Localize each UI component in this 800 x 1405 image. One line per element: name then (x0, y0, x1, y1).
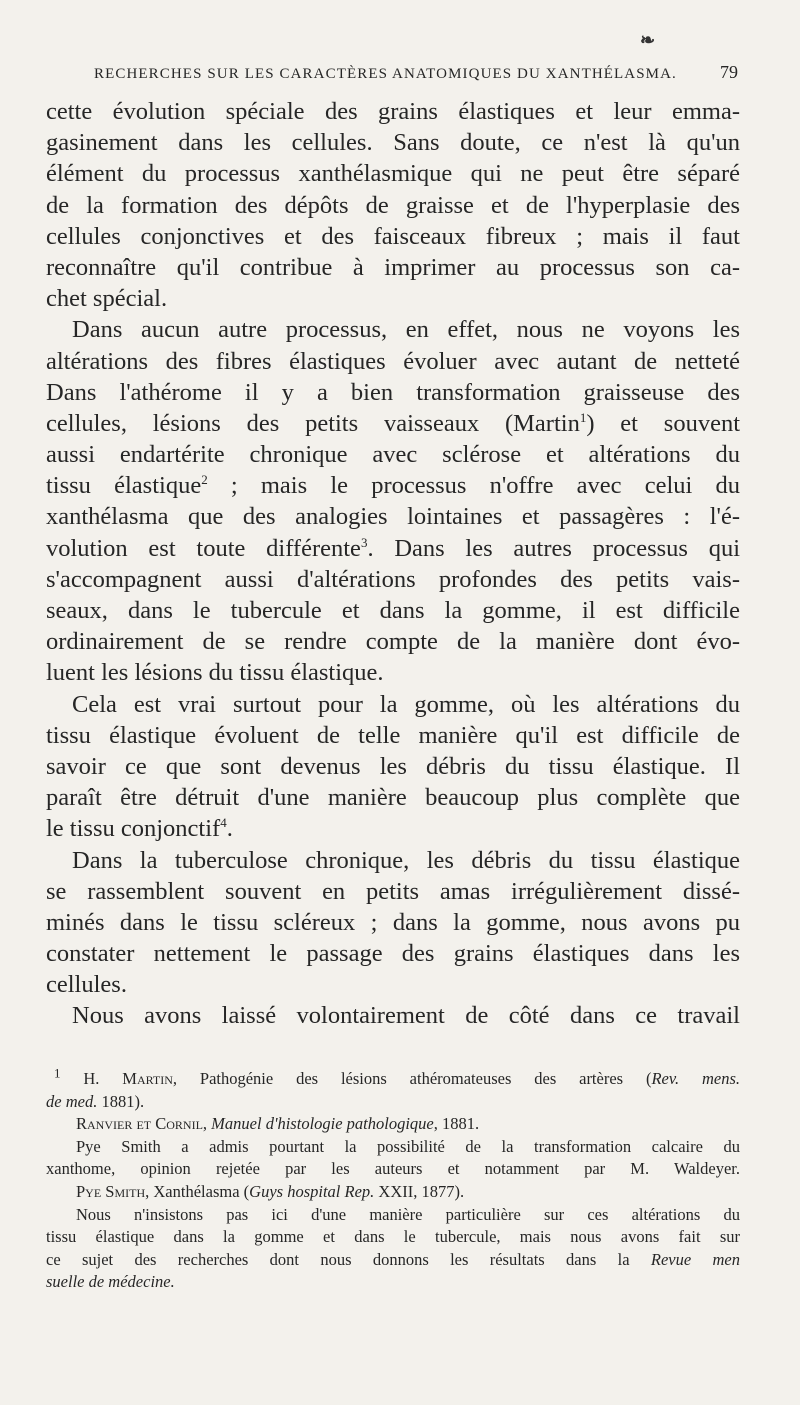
text-line: Dans l'athérome il y a bien transformation graisseuse des (46, 378, 740, 406)
footnote-line: Pye Smith a admis pourtant la possibilité de la transformation calcaire du (76, 1136, 740, 1156)
text-run: , Xanthélasma ( (145, 1181, 250, 1201)
text-line: altérations des fibres élastiques évoluer avec autant de netteté (46, 347, 740, 375)
journal-title: Revue men (650, 1249, 740, 1269)
text-line (46, 470, 740, 501)
text-run: . Dans les autres processus qui (367, 534, 740, 562)
text-line (46, 813, 740, 844)
text-run: ) et souvent (586, 409, 740, 437)
text-run: cellules, lésions des petits vaisseaux (Martin (46, 409, 580, 437)
text-run: 1881). (97, 1091, 145, 1111)
text-line: Cela est vrai surtout pour la gomme, où les altérations du (72, 690, 740, 718)
footnote-line (46, 1249, 740, 1272)
journal-title: de med. (46, 1091, 98, 1111)
text-line: savoir ce que sont devenus les débris du tissu élastique. Il (46, 752, 740, 780)
text-run: le tissu conjonctif (46, 815, 221, 843)
text-line: cellules conjonctives et des faisceaux fibreux ; mais il faut (46, 222, 740, 250)
text-line: cellules. (46, 971, 127, 999)
text-line: tissu élastique évoluent de telle manière qu'il est difficile de (46, 721, 740, 749)
journal-title: Rev. mens. (651, 1069, 740, 1088)
text-line: Dans la tuberculose chronique, les débris du tissu élastique (72, 846, 740, 874)
text-line: Dans aucun autre processus, en effet, nous ne voyons les (72, 316, 740, 344)
book-title: Manuel d'histologie pathologique (211, 1114, 434, 1134)
text-line: xanthélasma que des analogies lointaines et passagères : l'é- (46, 503, 740, 531)
footnote-author: Ranvier et Cornil (76, 1114, 203, 1134)
footnote-mark: 1 (54, 1065, 61, 1081)
text-line: aussi endartérite chronique avec sclérose et altérations du (46, 441, 740, 469)
text-run: , (202, 1114, 212, 1134)
footnote-author: H. Martin (83, 1069, 173, 1088)
footnote-line (46, 1065, 740, 1091)
journal-title: suelle de médecine. (46, 1272, 175, 1292)
body-text (46, 96, 740, 1032)
text-line: gasinement dans les cellules. Sans doute, ce n'est là qu'un (46, 129, 740, 157)
text-line: de la formation des dépôts de graisse et de l'hyperplasie des (46, 191, 740, 219)
text-line: minés dans le tissu scléreux ; dans la gomme, nous avons pu (46, 908, 740, 936)
text-run: , 1881. (433, 1114, 480, 1134)
text-line: reconnaître qu'il contribue à imprimer au processus son ca- (46, 253, 740, 281)
text-run: ce sujet des recherches dont nous donnons les résultats dans la (46, 1249, 651, 1269)
footnote-ref: 4 (220, 815, 227, 831)
text-line: Nous avons laissé volontairement de côté dans ce travail (72, 1002, 740, 1030)
footnote-line: Nous n'insistons pas ici d'une manière particulière sur ces altérations du (76, 1204, 740, 1224)
footnote-author: Pye Smith (76, 1181, 146, 1201)
journal-title: Guys hospital Rep. (249, 1181, 375, 1201)
text-run: . (226, 815, 233, 843)
printer-ornament: ❧ (640, 30, 656, 50)
text-line: seaux, dans le tubercule et dans la gomme, il est difficile (46, 597, 740, 624)
text-run: volution est toute différente (46, 534, 361, 562)
footnote-ref: 2 (201, 472, 208, 488)
text-line: élément du processus xanthélasmique qui ne peut être séparé (46, 160, 740, 188)
footnote-line (46, 1091, 740, 1114)
text-line (46, 408, 740, 439)
footnote-line: xanthome, opinion rejetée par les auteurs et notamment par M. Waldeyer. (46, 1159, 740, 1179)
text-line: constater nettement le passage des grains élastiques dans les (46, 940, 740, 968)
text-run: XXII, 1877). (374, 1181, 465, 1201)
text-line: cette évolution spéciale des grains élastiques et leur emma- (46, 98, 740, 125)
text-run: ; mais le processus n'offre avec celui du (207, 472, 741, 500)
text-line: se rassemblent souvent en petits amas irrégulièrement dissé- (46, 877, 740, 905)
footnote-ref: 3 (360, 534, 368, 550)
text-line: chet spécial. (46, 285, 168, 313)
text-line: s'accompagnent aussi d'altérations profondes des petits vais- (46, 565, 740, 593)
page-header (46, 62, 740, 88)
footnotes (46, 1065, 740, 1294)
text-line: paraît être détruit d'une manière beaucoup plus complète que (46, 784, 740, 812)
footnote-line (46, 1113, 740, 1136)
text-line (46, 533, 740, 564)
text-run: , Pathogénie des lésions athéromateuses des artères ( (172, 1069, 652, 1088)
text-run: tissu élastique (46, 472, 202, 500)
footnote-line: tissu élastique dans la gomme et dans le tubercule, mais nous avons fait sur (46, 1227, 740, 1247)
page-number: 79 (720, 62, 738, 82)
running-head: RECHERCHES SUR LES CARACTÈRES ANATOMIQUES DU XANTHÉLASMA. (94, 66, 677, 82)
text-line: ordinairement de se rendre compte de la manière dont évo- (46, 628, 740, 656)
text-line: luent les lésions du tissu élastique. (46, 659, 384, 687)
footnote-ref: 1 (579, 409, 587, 425)
footnote-line (46, 1181, 740, 1204)
footnote-line (46, 1271, 740, 1294)
